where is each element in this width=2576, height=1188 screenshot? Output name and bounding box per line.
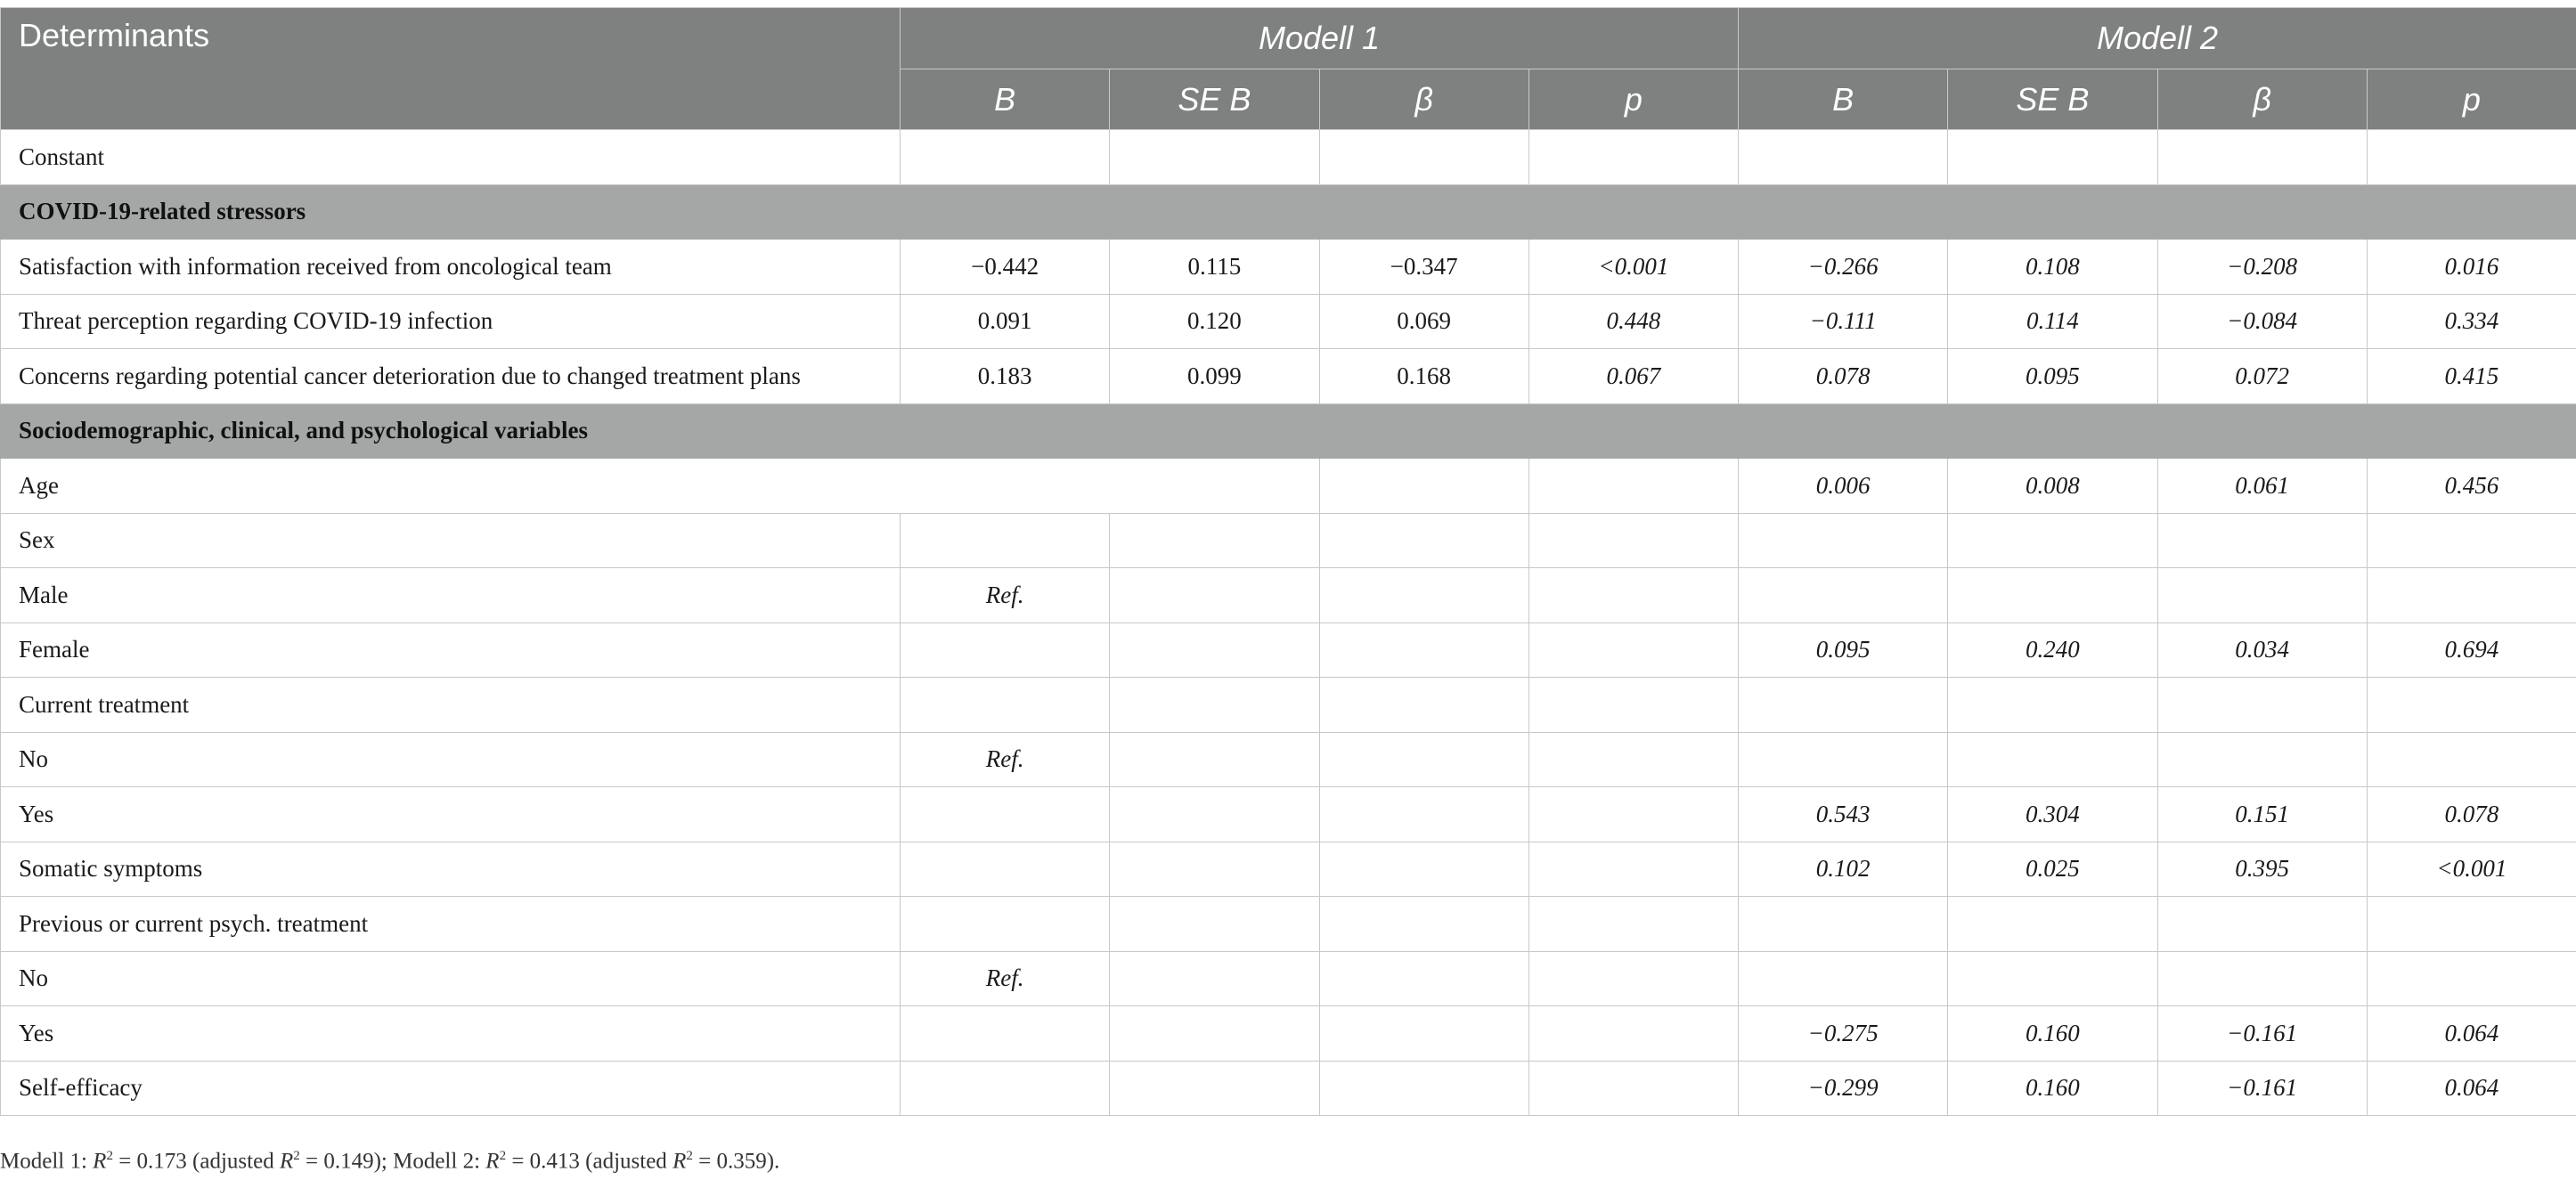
table-row xyxy=(1,130,2576,185)
table-cell xyxy=(1948,897,2157,952)
table-row xyxy=(1,294,2576,349)
footnote-sup: 2 xyxy=(293,1149,300,1163)
table-cell xyxy=(1319,842,1528,897)
table-cell xyxy=(1948,513,2157,568)
table-row xyxy=(1,349,2576,404)
table-cell xyxy=(2157,951,2367,1006)
table-cell xyxy=(1110,732,1319,787)
table-cell xyxy=(901,1006,1110,1062)
table-cell xyxy=(1528,842,1738,897)
table-cell: <0.001 xyxy=(2367,842,2576,897)
row-label: Threat perception regarding COVID-19 infection xyxy=(1,294,901,349)
table-cell xyxy=(1319,732,1528,787)
table-row xyxy=(1,897,2576,952)
table-cell: 0.034 xyxy=(2157,622,2367,678)
table-cell xyxy=(1948,951,2157,1006)
table-cell xyxy=(1528,513,1738,568)
footnote-r: R xyxy=(279,1149,294,1174)
table-cell: 0.069 xyxy=(1319,294,1528,349)
table-cell xyxy=(1110,678,1319,733)
table-cell: 0.025 xyxy=(1948,842,2157,897)
table-row xyxy=(1,951,2576,1006)
table-cell xyxy=(1528,568,1738,623)
table-cell xyxy=(901,897,1110,952)
column-header: β xyxy=(1319,69,1528,130)
table-cell xyxy=(2157,568,2367,623)
table-cell xyxy=(2367,130,2576,185)
table-cell xyxy=(2157,513,2367,568)
table-cell: 0.415 xyxy=(2367,349,2576,404)
table-cell: 0.008 xyxy=(1948,459,2157,514)
table-footnote xyxy=(0,1149,779,1174)
table-cell: 0.395 xyxy=(2157,842,2367,897)
row-label: Current treatment xyxy=(1,678,901,733)
row-label: Somatic symptoms xyxy=(1,842,901,897)
table-row xyxy=(1,622,2576,678)
determinants-header: Determinants xyxy=(1,8,901,130)
table-cell xyxy=(1528,951,1738,1006)
table-cell xyxy=(901,622,1110,678)
table-cell xyxy=(1319,1061,1528,1116)
table-cell: 0.240 xyxy=(1948,622,2157,678)
table-cell xyxy=(1739,951,1948,1006)
table-body xyxy=(1,130,2576,1116)
table-cell xyxy=(1110,568,1319,623)
table-cell: 0.102 xyxy=(1739,842,1948,897)
table-cell: −0.111 xyxy=(1739,294,1948,349)
table-cell xyxy=(1948,678,2157,733)
table-cell xyxy=(1739,897,1948,952)
footnote-text: = 0.413 (adjusted xyxy=(506,1149,673,1174)
table-cell: 0.072 xyxy=(2157,349,2367,404)
row-label: Self-efficacy xyxy=(1,1061,901,1116)
row-label: Female xyxy=(1,622,901,678)
table-cell xyxy=(2157,678,2367,733)
column-header: β xyxy=(2157,69,2367,130)
footnote-text: = 0.149); Modell 2: xyxy=(299,1149,486,1174)
table-cell xyxy=(2157,732,2367,787)
table-cell xyxy=(1528,1006,1738,1062)
table-cell xyxy=(1528,130,1738,185)
footnote-sup: 2 xyxy=(499,1149,507,1163)
table-cell: <0.001 xyxy=(1528,240,1738,295)
row-label: No xyxy=(1,951,901,1006)
table-cell xyxy=(1528,897,1738,952)
table-cell: −0.161 xyxy=(2157,1006,2367,1062)
table-cell xyxy=(1319,130,1528,185)
table-cell xyxy=(1948,732,2157,787)
table-cell xyxy=(2367,678,2576,733)
table-cell: −0.442 xyxy=(901,240,1110,295)
table-cell: −0.161 xyxy=(2157,1061,2367,1116)
table-cell xyxy=(901,513,1110,568)
table-cell: 0.448 xyxy=(1528,294,1738,349)
row-label: Sex xyxy=(1,513,901,568)
table-cell xyxy=(1110,513,1319,568)
section-header: COVID-19-related stressors xyxy=(1,184,2576,240)
table-cell: 0.078 xyxy=(1739,349,1948,404)
table-cell: Ref. xyxy=(901,951,1110,1006)
table-cell xyxy=(1319,951,1528,1006)
table-cell xyxy=(1739,732,1948,787)
table-cell: Ref. xyxy=(901,568,1110,623)
footnote-text: = 0.359). xyxy=(692,1149,780,1174)
table-cell xyxy=(2367,951,2576,1006)
table-cell: 0.067 xyxy=(1528,349,1738,404)
footnote-r: R xyxy=(485,1149,500,1174)
table-cell: −0.347 xyxy=(1319,240,1528,295)
table-cell xyxy=(2157,897,2367,952)
table-cell xyxy=(2367,897,2576,952)
row-label: Yes xyxy=(1,1006,901,1062)
table-row xyxy=(1,459,2576,514)
table-cell xyxy=(2367,568,2576,623)
table-row xyxy=(1,240,2576,295)
table-row xyxy=(1,842,2576,897)
table-cell xyxy=(1110,842,1319,897)
table-cell xyxy=(901,678,1110,733)
row-label: Yes xyxy=(1,787,901,842)
table-cell xyxy=(1319,513,1528,568)
table-cell xyxy=(1739,513,1948,568)
table-cell xyxy=(1319,1006,1528,1062)
footnote-sup: 2 xyxy=(686,1149,693,1163)
row-label: No xyxy=(1,732,901,787)
table-cell xyxy=(901,842,1110,897)
section-row xyxy=(1,184,2576,240)
table-cell xyxy=(1110,1061,1319,1116)
table-row xyxy=(1,568,2576,623)
table-row xyxy=(1,787,2576,842)
table-cell xyxy=(1110,622,1319,678)
table-cell: 0.108 xyxy=(1948,240,2157,295)
table-cell: −0.275 xyxy=(1739,1006,1948,1062)
table-row xyxy=(1,678,2576,733)
table-cell: −0.299 xyxy=(1739,1061,1948,1116)
table-row xyxy=(1,1061,2576,1116)
section-header: Sociodemographic, clinical, and psychological variables xyxy=(1,403,2576,459)
table-cell xyxy=(1319,622,1528,678)
table-cell: 0.064 xyxy=(2367,1061,2576,1116)
table-cell: 0.006 xyxy=(1739,459,1948,514)
table-cell xyxy=(901,1061,1110,1116)
table-cell: Ref. xyxy=(901,732,1110,787)
table-cell: 0.151 xyxy=(2157,787,2367,842)
table-cell xyxy=(1110,1006,1319,1062)
table-cell xyxy=(1948,130,2157,185)
table-cell xyxy=(1739,568,1948,623)
table-cell: 0.168 xyxy=(1319,349,1528,404)
row-label: Concerns regarding potential cancer deterioration due to changed treatment plans xyxy=(1,349,901,404)
footnote-r: R xyxy=(93,1149,107,1174)
table-cell: 0.091 xyxy=(901,294,1110,349)
table-cell: 0.543 xyxy=(1739,787,1948,842)
table-cell xyxy=(1110,130,1319,185)
table-cell xyxy=(901,130,1110,185)
column-header: p xyxy=(2367,69,2576,130)
regression-table xyxy=(0,7,2576,1116)
table-cell xyxy=(1528,1061,1738,1116)
row-label: Male xyxy=(1,568,901,623)
table-cell: 0.160 xyxy=(1948,1061,2157,1116)
table-cell: 0.064 xyxy=(2367,1006,2576,1062)
table-cell: 0.061 xyxy=(2157,459,2367,514)
table-cell: 0.304 xyxy=(1948,787,2157,842)
table-cell: 0.095 xyxy=(1948,349,2157,404)
table-cell xyxy=(1110,787,1319,842)
table-cell xyxy=(1528,678,1738,733)
table-cell: 0.095 xyxy=(1739,622,1948,678)
column-header: SE B xyxy=(1948,69,2157,130)
table-cell xyxy=(2367,732,2576,787)
table-cell: 0.115 xyxy=(1110,240,1319,295)
table-cell xyxy=(1528,732,1738,787)
table-cell: 0.114 xyxy=(1948,294,2157,349)
table-cell xyxy=(2367,513,2576,568)
table-cell xyxy=(1739,678,1948,733)
section-row xyxy=(1,403,2576,459)
table-cell xyxy=(1948,568,2157,623)
table-row xyxy=(1,732,2576,787)
column-header: B xyxy=(1739,69,1948,130)
model-1-header: Modell 1 xyxy=(901,8,1739,69)
table-cell: 0.183 xyxy=(901,349,1110,404)
table-cell: 0.078 xyxy=(2367,787,2576,842)
row-label: Previous or current psych. treatment xyxy=(1,897,901,952)
model-2-header: Modell 2 xyxy=(1739,8,2576,69)
table-cell: 0.099 xyxy=(1110,349,1319,404)
column-header: B xyxy=(901,69,1110,130)
row-label: Age xyxy=(1,459,1320,514)
row-label: Satisfaction with information received from oncological team xyxy=(1,240,901,295)
table-cell xyxy=(1319,568,1528,623)
table-cell: 0.694 xyxy=(2367,622,2576,678)
table-row xyxy=(1,513,2576,568)
footnote-sup: 2 xyxy=(106,1149,113,1163)
table-cell xyxy=(901,787,1110,842)
table-cell xyxy=(1319,459,1528,514)
table-cell xyxy=(1319,678,1528,733)
table-cell: −0.208 xyxy=(2157,240,2367,295)
table-cell: 0.456 xyxy=(2367,459,2576,514)
row-label: Constant xyxy=(1,130,901,185)
table-cell xyxy=(1110,897,1319,952)
table-cell xyxy=(1739,130,1948,185)
footnote-text: Modell 1: xyxy=(0,1149,94,1174)
column-header: SE B xyxy=(1110,69,1319,130)
table-cell xyxy=(1319,787,1528,842)
table-cell xyxy=(1528,622,1738,678)
table-cell: −0.266 xyxy=(1739,240,1948,295)
footnote-r: R xyxy=(673,1149,687,1174)
table-cell xyxy=(2157,130,2367,185)
table-row xyxy=(1,1006,2576,1062)
table-cell xyxy=(1528,459,1738,514)
table-cell: 0.120 xyxy=(1110,294,1319,349)
column-header: p xyxy=(1528,69,1738,130)
footnote-text: = 0.173 (adjusted xyxy=(112,1149,280,1174)
table-cell: 0.016 xyxy=(2367,240,2576,295)
table-cell: −0.084 xyxy=(2157,294,2367,349)
table-cell: 0.334 xyxy=(2367,294,2576,349)
table-cell xyxy=(1319,897,1528,952)
table-cell xyxy=(1110,951,1319,1006)
table-cell: 0.160 xyxy=(1948,1006,2157,1062)
table-cell xyxy=(1528,787,1738,842)
